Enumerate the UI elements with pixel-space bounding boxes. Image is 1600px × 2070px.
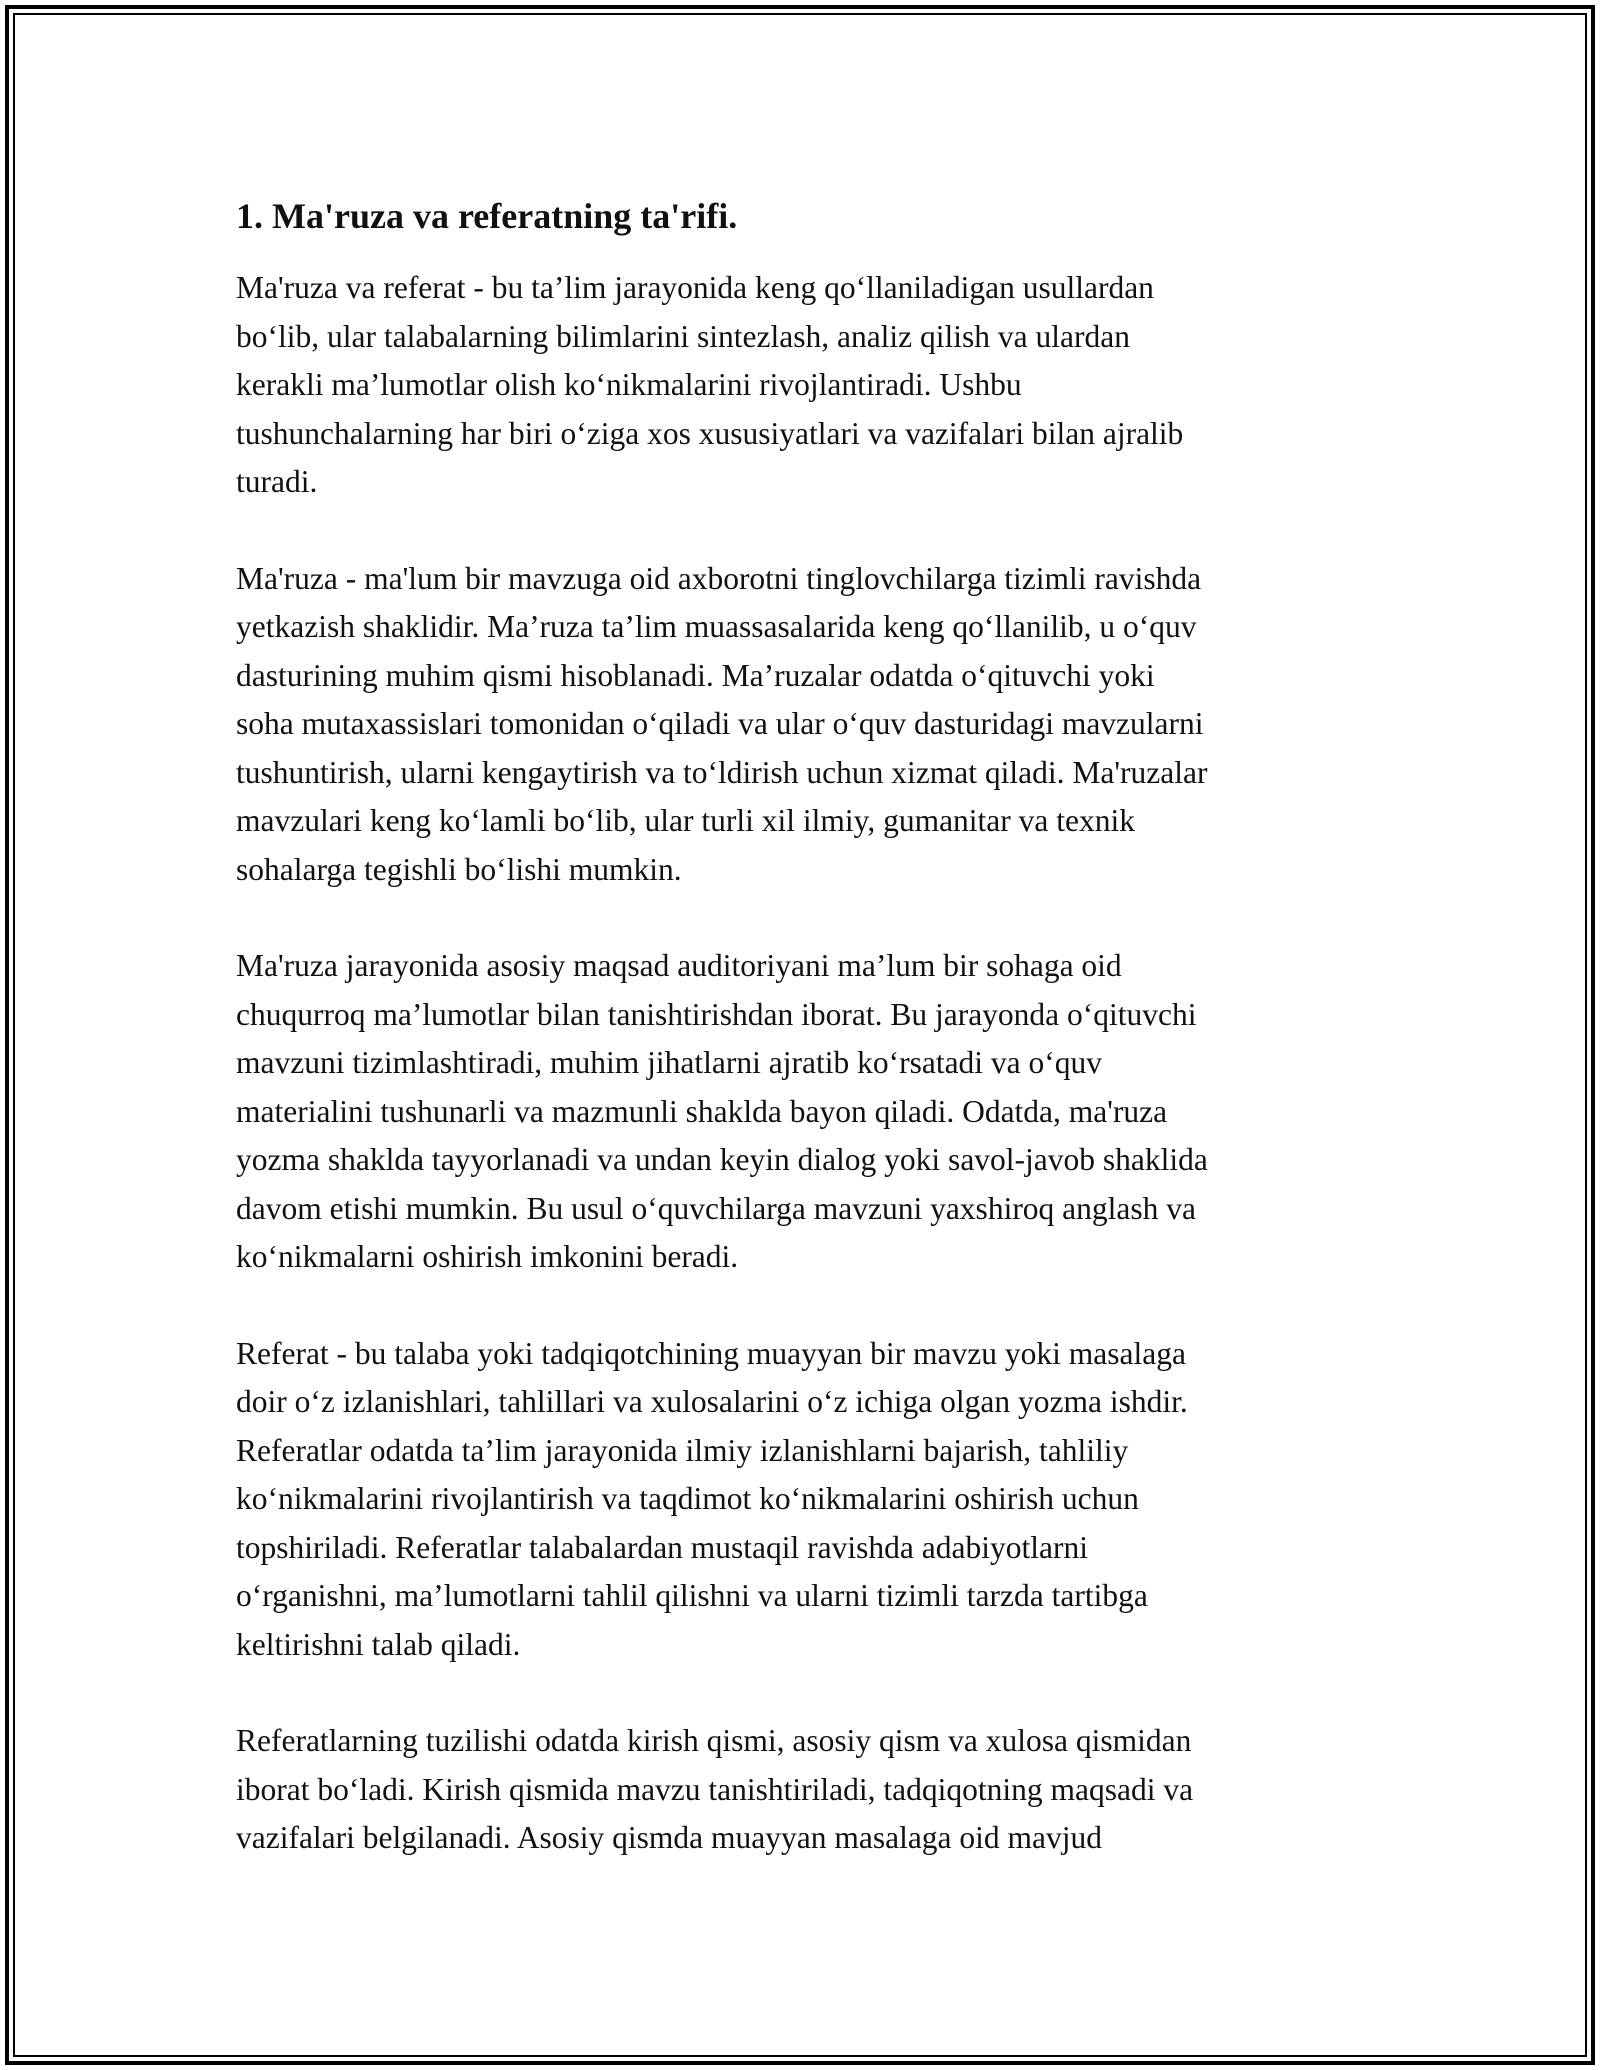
- text-line: mavzuni tizimlashtiradi, muhim jihatlarni ajratib ko‘rsatadi va o‘quv: [236, 1045, 1103, 1080]
- text-line: Ma'ruza - ma'lum bir mavzuga oid axborotni tinglovchilarga tizimli ravishda: [236, 560, 1202, 596]
- paragraph-1: [236, 264, 1386, 507]
- text-line: tushuntirish, ularni kengaytirish va to‘ldirish uchun xizmat qiladi. Ma'ruzalar: [236, 754, 1208, 790]
- section-heading: 1. Ma'ruza va referatning ta'rifi.: [236, 196, 738, 236]
- text-line: Ma'ruza va referat - bu ta’lim jarayonida keng qo‘llaniladigan usullardan: [236, 270, 1154, 305]
- paragraph-3: [236, 942, 1386, 1282]
- text-line: chuqurroq ma’lumotlar bilan tanishtirishdan iborat. Bu jarayonda o‘qituvchi: [236, 996, 1197, 1032]
- paragraph-2: [236, 555, 1386, 895]
- text-line: tushunchalarning har biri o‘ziga xos xususiyatlari va vazifalari bilan ajralib: [236, 415, 1184, 451]
- text-line: yozma shaklda tayyorlanadi va undan keyin dialog yoki savol-javob shaklida: [236, 1142, 1208, 1177]
- text-line: soha mutaxassislari tomonidan o‘qiladi va ular o‘quv dasturidagi mavzularni: [236, 706, 1204, 741]
- text-line: dasturining muhim qismi hisoblanadi. Ma’ruzalar odatda o‘qituvchi yoki: [236, 657, 1155, 693]
- text-line: doir o‘z izlanishlari, tahlillari va xulosalarini o‘z ichiga olgan yozma ishdir.: [236, 1384, 1188, 1419]
- text-line: vazifalari belgilanadi. Asosiy qismda muayyan masalaga oid mavjud: [236, 1820, 1103, 1855]
- text-line: Referat - bu talaba yoki tadqiqotchining muayyan bir mavzu yoki masalaga: [236, 1335, 1186, 1371]
- text-line: yetkazish shaklidir. Ma’ruza ta’lim muassasalarida keng qo‘llanilib, u o‘quv: [236, 609, 1197, 644]
- text-line: keltirishni talab qiladi.: [236, 1626, 521, 1662]
- text-line: Referatlar odatda ta’lim jarayonida ilmiy izlanishlarni bajarish, tahliliy: [236, 1432, 1129, 1468]
- text-line: sohalarga tegishli bo‘lishi mumkin.: [236, 851, 682, 887]
- text-line: davom etishi mumkin. Bu usul o‘quvchilarga mavzuni yaxshiroq anglash va: [236, 1190, 1197, 1226]
- paragraph-list: [236, 264, 1386, 1863]
- text-line: ko‘nikmalarini rivojlantirish va taqdimot ko‘nikmalarini oshirish uchun: [236, 1481, 1139, 1516]
- text-line: o‘rganishni, ma’lumotlarni tahlil qilishni va ularni tizimli tarzda tartibga: [236, 1578, 1148, 1613]
- text-line: mavzulari keng ko‘lamli bo‘lib, ular turli xil ilmiy, gumanitar va texnik: [236, 803, 1135, 838]
- text-line: iborat bo‘ladi. Kirish qismida mavzu tanishtiriladi, tadqiqotning maqsadi va: [236, 1771, 1194, 1807]
- paragraph-5: [236, 1717, 1386, 1863]
- text-line: Ma'ruza jarayonida asosiy maqsad auditoriyani ma’lum bir sohaga oid: [236, 948, 1122, 983]
- text-line: kerakli ma’lumotlar olish ko‘nikmalarini rivojlantiradi. Ushbu: [236, 367, 1022, 402]
- text-line: ko‘nikmalarni oshirish imkonini beradi.: [236, 1239, 739, 1274]
- text-line: topshiriladi. Referatlar talabalardan mustaqil ravishda adabiyotlarni: [236, 1529, 1088, 1565]
- paragraph-4: [236, 1330, 1386, 1670]
- text-line: bo‘lib, ular talabalarning bilimlarini sintezlash, analiz qilish va ulardan: [236, 318, 1130, 354]
- document-body: [236, 186, 1386, 1911]
- text-line: turadi.: [236, 464, 318, 499]
- text-line: materialini tushunarli va mazmunli shaklda bayon qiladi. Odatda, ma'ruza: [236, 1093, 1168, 1129]
- text-line: Referatlarning tuzilishi odatda kirish qismi, asosiy qism va xulosa qismidan: [236, 1723, 1192, 1758]
